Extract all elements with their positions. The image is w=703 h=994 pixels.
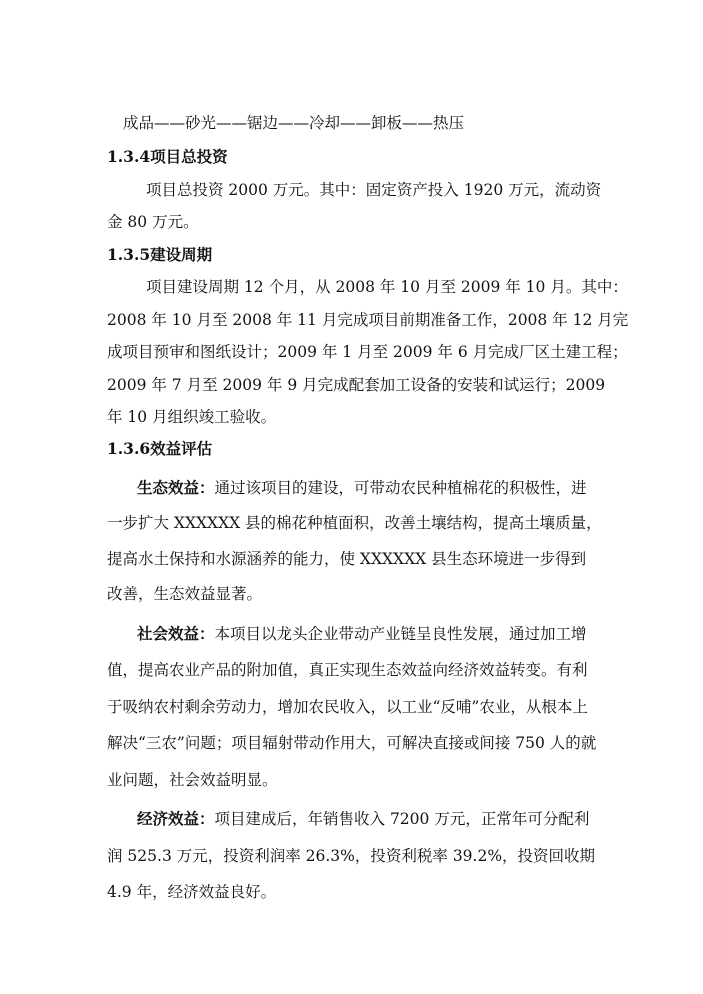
investment-text-line-2: 金 80 万元。 <box>107 213 199 231</box>
period-text-line-3: 成项目预审和图纸设计；2009 年 1 月至 2009 年 6 月完成厂区土建工程； <box>107 343 628 361</box>
process-flow-text: 成品——砂光——锯边——冷却——卸板——热压 <box>123 114 465 132</box>
period-text-line-5: 年 10 月组织竣工验收。 <box>107 408 277 426</box>
ecological-benefit-line-2: 一步扩大 XXXXXX 县的棉花种植面积，改善土壤结构，提高土壤质量， <box>107 514 602 532</box>
social-benefit-line-2: 值，提高农业产品的附加值，真正实现生态效益向经济效益转变。有利 <box>107 661 588 679</box>
economic-benefit-line-3: 4.9 年，经济效益良好。 <box>107 883 277 901</box>
economic-benefit-text: 项目建成后，年销售收入 7200 万元，正常年可分配利 <box>214 810 590 828</box>
period-text-line-2: 2008 年 10 月至 2008 年 11 月完成项目前期准备工作，2008 年 12 月完 <box>107 311 629 329</box>
social-benefit-line-3: 于吸纳农村剩余劳动力，增加农民收入，以工业“反哺”农业，从根本上 <box>107 698 588 716</box>
social-benefit-line-5: 业问题，社会效益明显。 <box>107 771 278 789</box>
section-heading-investment: 1.3.4项目总投资 <box>107 147 228 166</box>
social-benefit-line-1 <box>137 624 587 644</box>
ecological-benefit-text: 通过该项目的建设，可带动农民种植棉花的积极性，进 <box>214 479 587 497</box>
ecological-benefit-line-4: 改善，生态效益显著。 <box>107 585 263 603</box>
period-text-line-1: 项目建设周期 12 个月，从 2008 年 10 月至 2009 年 10 月。其中： <box>146 278 628 296</box>
ecological-benefit-label: 生态效益： <box>137 478 215 497</box>
investment-text-line-1: 项目总投资 2000 万元。其中：固定资产投入 1920 万元，流动资 <box>146 181 602 199</box>
social-benefit-label: 社会效益： <box>137 624 215 643</box>
section-heading-period: 1.3.5建设周期 <box>107 245 213 264</box>
ecological-benefit-line-1 <box>137 478 587 498</box>
period-text-line-4: 2009 年 7 月至 2009 年 9 月完成配套加工设备的安装和试运行；2009 <box>107 376 606 394</box>
section-heading-benefit: 1.3.6效益评估 <box>107 439 213 458</box>
social-benefit-text: 本项目以龙头企业带动产业链呈良性发展，通过加工增 <box>214 625 587 643</box>
economic-benefit-label: 经济效益： <box>137 809 215 828</box>
economic-benefit-line-2: 润 525.3 万元，投资利润率 26.3%，投资利税率 39.2%，投资回收期 <box>107 847 596 865</box>
economic-benefit-line-1 <box>137 809 589 829</box>
ecological-benefit-line-3: 提高水土保持和水源涵养的能力，使 XXXXXX 县生态环境进一步得到 <box>107 550 587 568</box>
social-benefit-line-4: 解决“三农”问题；项目辐射带动作用大，可解决直接或间接 750 人的就 <box>107 734 597 752</box>
